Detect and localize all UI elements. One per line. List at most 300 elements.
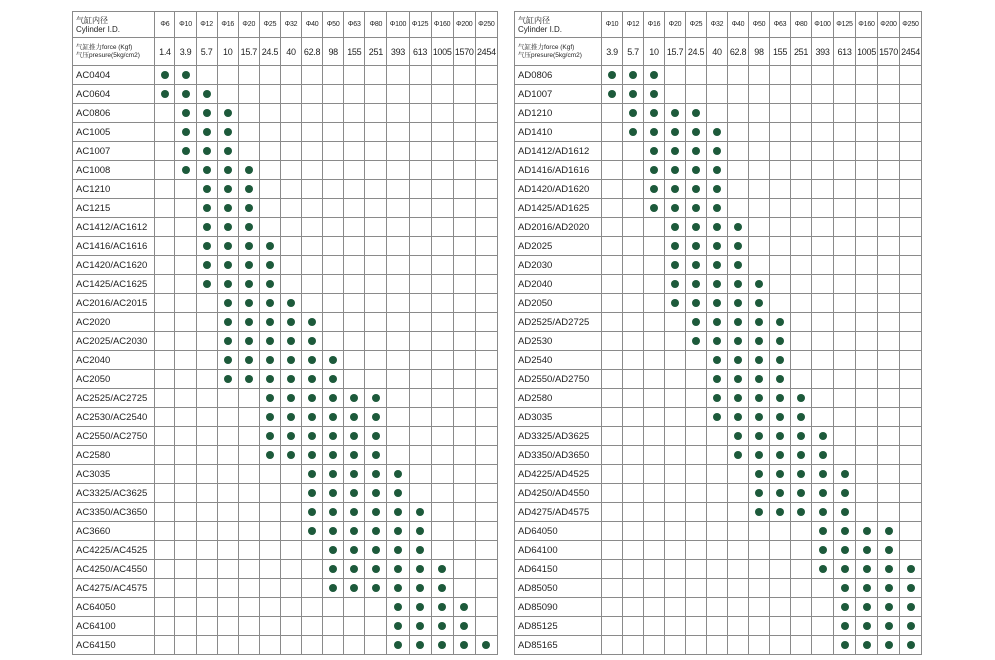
available-dot-icon: [394, 584, 402, 592]
table-row: [515, 503, 922, 522]
size-cell: [155, 389, 175, 408]
size-cell: [409, 579, 431, 598]
size-cell: [878, 503, 900, 522]
table-row: [515, 560, 922, 579]
available-dot-icon: [287, 299, 295, 307]
size-cell: [812, 541, 834, 560]
size-cell: [344, 66, 365, 85]
size-cell: [812, 332, 834, 351]
size-cell: [770, 427, 791, 446]
size-cell: [365, 332, 387, 351]
size-cell: [749, 332, 770, 351]
table-row: [73, 199, 498, 218]
size-cell: [302, 66, 323, 85]
available-dot-icon: [841, 603, 849, 611]
force-header: [515, 38, 602, 66]
size-cell: [365, 484, 387, 503]
available-dot-icon: [245, 204, 253, 212]
available-dot-icon: [224, 128, 232, 136]
size-cell: [812, 66, 834, 85]
model-name: AC2580: [73, 446, 155, 465]
model-name: AD2040: [515, 275, 602, 294]
force-label: 气缸推力force (Kgf): [518, 43, 575, 51]
available-dot-icon: [329, 565, 337, 573]
available-dot-icon: [245, 375, 253, 383]
size-cell: [431, 256, 453, 275]
size-cell: [387, 199, 409, 218]
size-cell: [175, 465, 196, 484]
available-dot-icon: [776, 489, 784, 497]
size-cell: [812, 636, 834, 655]
size-cell: [280, 218, 301, 237]
diameter-header: Φ12: [623, 12, 644, 38]
size-cell: [217, 446, 238, 465]
size-cell: [280, 180, 301, 199]
available-dot-icon: [841, 622, 849, 630]
size-cell: [686, 161, 707, 180]
size-cell: [749, 218, 770, 237]
model-name: AD2525/AD2725: [515, 313, 602, 332]
size-cell: [196, 218, 217, 237]
size-cell: [323, 256, 344, 275]
available-dot-icon: [372, 394, 380, 402]
size-cell: [878, 446, 900, 465]
model-name: AC2020: [73, 313, 155, 332]
table-row: [515, 199, 922, 218]
size-cell: [665, 522, 686, 541]
size-cell: [238, 522, 259, 541]
table-row: [73, 256, 498, 275]
size-cell: [175, 351, 196, 370]
available-dot-icon: [224, 375, 232, 383]
size-cell: [686, 294, 707, 313]
available-dot-icon: [671, 223, 679, 231]
size-cell: [749, 294, 770, 313]
size-cell: [302, 332, 323, 351]
size-cell: [387, 446, 409, 465]
size-cell: [728, 465, 749, 484]
model-name: AC1412/AC1612: [73, 218, 155, 237]
available-dot-icon: [692, 109, 700, 117]
available-dot-icon: [797, 508, 805, 516]
size-cell: [280, 598, 301, 617]
size-cell: [387, 579, 409, 598]
available-dot-icon: [797, 470, 805, 478]
size-cell: [431, 351, 453, 370]
size-cell: [686, 199, 707, 218]
size-cell: [707, 351, 728, 370]
size-cell: [387, 142, 409, 161]
size-cell: [900, 275, 922, 294]
diameter-header: Φ63: [344, 12, 365, 38]
size-cell: [475, 85, 497, 104]
size-cell: [644, 275, 665, 294]
available-dot-icon: [734, 413, 742, 421]
force-value: 1570: [453, 38, 475, 66]
size-cell: [431, 161, 453, 180]
size-cell: [217, 180, 238, 199]
size-cell: [196, 636, 217, 655]
size-cell: [323, 161, 344, 180]
size-cell: [238, 503, 259, 522]
table-row: [515, 180, 922, 199]
size-cell: [812, 560, 834, 579]
available-dot-icon: [755, 337, 763, 345]
size-cell: [644, 142, 665, 161]
size-cell: [387, 617, 409, 636]
model-name: AD2050: [515, 294, 602, 313]
size-cell: [749, 389, 770, 408]
size-cell: [770, 617, 791, 636]
size-cell: [791, 484, 812, 503]
size-cell: [791, 332, 812, 351]
diameter-header: Φ250: [900, 12, 922, 38]
size-cell: [791, 636, 812, 655]
size-cell: [280, 484, 301, 503]
size-cell: [409, 275, 431, 294]
size-cell: [238, 199, 259, 218]
size-cell: [238, 275, 259, 294]
available-dot-icon: [287, 432, 295, 440]
size-cell: [856, 598, 878, 617]
size-cell: [365, 541, 387, 560]
size-cell: [812, 465, 834, 484]
size-cell: [602, 294, 623, 313]
size-cell: [749, 123, 770, 142]
size-cell: [387, 427, 409, 446]
available-dot-icon: [671, 280, 679, 288]
size-cell: [856, 313, 878, 332]
size-cell: [344, 541, 365, 560]
size-cell: [475, 484, 497, 503]
size-cell: [791, 370, 812, 389]
size-cell: [302, 104, 323, 123]
size-cell: [475, 522, 497, 541]
size-cell: [323, 294, 344, 313]
size-cell: [387, 351, 409, 370]
size-cell: [344, 408, 365, 427]
size-cell: [431, 332, 453, 351]
available-dot-icon: [224, 185, 232, 193]
size-cell: [238, 66, 259, 85]
size-cell: [365, 560, 387, 579]
size-cell: [217, 237, 238, 256]
size-cell: [812, 294, 834, 313]
size-cell: [365, 579, 387, 598]
size-cell: [770, 351, 791, 370]
diameter-header: Φ16: [644, 12, 665, 38]
size-cell: [323, 275, 344, 294]
size-cell: [602, 617, 623, 636]
available-dot-icon: [372, 527, 380, 535]
size-cell: [749, 180, 770, 199]
force-value: 3.9: [175, 38, 196, 66]
model-name: AC4275/AC4575: [73, 579, 155, 598]
size-cell: [665, 579, 686, 598]
size-cell: [900, 541, 922, 560]
size-cell: [878, 275, 900, 294]
size-cell: [665, 218, 686, 237]
available-dot-icon: [329, 394, 337, 402]
size-cell: [707, 541, 728, 560]
size-cell: [409, 351, 431, 370]
table-row: [515, 408, 922, 427]
size-cell: [175, 275, 196, 294]
model-name: AC0806: [73, 104, 155, 123]
size-cell: [623, 294, 644, 313]
size-cell: [409, 123, 431, 142]
size-cell: [728, 579, 749, 598]
size-cell: [409, 142, 431, 161]
model-name: AD1410: [515, 123, 602, 142]
diameter-header: Φ80: [365, 12, 387, 38]
size-cell: [259, 256, 280, 275]
size-cell: [217, 465, 238, 484]
size-cell: [196, 237, 217, 256]
size-cell: [323, 237, 344, 256]
available-dot-icon: [776, 508, 784, 516]
size-cell: [749, 541, 770, 560]
table-row: [73, 598, 498, 617]
size-cell: [770, 218, 791, 237]
size-cell: [155, 636, 175, 655]
available-dot-icon: [713, 337, 721, 345]
available-dot-icon: [863, 546, 871, 554]
size-cell: [728, 313, 749, 332]
size-cell: [707, 180, 728, 199]
size-cell: [431, 541, 453, 560]
size-cell: [812, 104, 834, 123]
table-row: [73, 104, 498, 123]
size-cell: [238, 617, 259, 636]
available-dot-icon: [885, 584, 893, 592]
size-cell: [834, 104, 856, 123]
table-row: [515, 332, 922, 351]
size-cell: [665, 484, 686, 503]
size-cell: [856, 503, 878, 522]
size-cell: [344, 522, 365, 541]
available-dot-icon: [885, 603, 893, 611]
available-dot-icon: [203, 128, 211, 136]
size-cell: [770, 370, 791, 389]
available-dot-icon: [350, 508, 358, 516]
size-cell: [644, 123, 665, 142]
table-row: [515, 522, 922, 541]
size-cell: [644, 503, 665, 522]
size-cell: [686, 370, 707, 389]
available-dot-icon: [287, 337, 295, 345]
size-cell: [280, 636, 301, 655]
size-cell: [280, 199, 301, 218]
size-cell: [856, 199, 878, 218]
size-cell: [475, 256, 497, 275]
diameter-header: Φ250: [475, 12, 497, 38]
size-cell: [749, 427, 770, 446]
size-cell: [728, 218, 749, 237]
size-cell: [770, 484, 791, 503]
size-cell: [665, 237, 686, 256]
size-cell: [665, 617, 686, 636]
size-cell: [365, 351, 387, 370]
available-dot-icon: [350, 546, 358, 554]
size-cell: [387, 370, 409, 389]
size-cell: [302, 313, 323, 332]
size-cell: [791, 237, 812, 256]
size-cell: [259, 503, 280, 522]
size-cell: [856, 389, 878, 408]
size-cell: [280, 332, 301, 351]
size-cell: [791, 408, 812, 427]
size-cell: [665, 256, 686, 275]
size-cell: [475, 408, 497, 427]
size-cell: [878, 199, 900, 218]
size-cell: [665, 465, 686, 484]
force-value: 62.8: [302, 38, 323, 66]
size-cell: [707, 370, 728, 389]
available-dot-icon: [713, 204, 721, 212]
size-cell: [749, 237, 770, 256]
available-dot-icon: [841, 584, 849, 592]
size-cell: [431, 579, 453, 598]
size-cell: [791, 275, 812, 294]
size-cell: [344, 294, 365, 313]
size-cell: [175, 237, 196, 256]
size-cell: [365, 636, 387, 655]
size-cell: [856, 446, 878, 465]
model-name: AD2016/AD2020: [515, 218, 602, 237]
size-cell: [834, 275, 856, 294]
available-dot-icon: [797, 432, 805, 440]
size-cell: [196, 427, 217, 446]
size-cell: [665, 142, 686, 161]
size-cell: [259, 446, 280, 465]
size-cell: [749, 579, 770, 598]
size-cell: [387, 636, 409, 655]
available-dot-icon: [734, 432, 742, 440]
diameter-header: Φ50: [749, 12, 770, 38]
size-cell: [409, 484, 431, 503]
size-cell: [665, 123, 686, 142]
model-name: AC0604: [73, 85, 155, 104]
size-cell: [365, 313, 387, 332]
table-row: [515, 465, 922, 484]
size-cell: [409, 389, 431, 408]
size-cell: [707, 598, 728, 617]
size-cell: [387, 541, 409, 560]
size-cell: [155, 123, 175, 142]
available-dot-icon: [629, 90, 637, 98]
size-cell: [770, 522, 791, 541]
size-cell: [900, 408, 922, 427]
size-cell: [900, 85, 922, 104]
size-cell: [749, 313, 770, 332]
size-cell: [770, 598, 791, 617]
available-dot-icon: [692, 261, 700, 269]
available-dot-icon: [776, 356, 784, 364]
size-cell: [623, 560, 644, 579]
size-cell: [686, 275, 707, 294]
size-cell: [217, 275, 238, 294]
size-cell: [644, 617, 665, 636]
size-cell: [409, 199, 431, 218]
available-dot-icon: [394, 641, 402, 649]
size-cell: [387, 503, 409, 522]
force-value: 613: [834, 38, 856, 66]
size-cell: [812, 218, 834, 237]
size-cell: [834, 237, 856, 256]
available-dot-icon: [394, 622, 402, 630]
size-cell: [238, 237, 259, 256]
size-cell: [365, 617, 387, 636]
size-cell: [900, 180, 922, 199]
size-cell: [834, 408, 856, 427]
size-cell: [155, 180, 175, 199]
size-cell: [344, 503, 365, 522]
size-cell: [344, 351, 365, 370]
table-row: [73, 123, 498, 142]
available-dot-icon: [671, 147, 679, 155]
cylinder-id-en: Cylinder I.D.: [76, 24, 121, 34]
size-cell: [900, 636, 922, 655]
available-dot-icon: [203, 204, 211, 212]
size-cell: [175, 66, 196, 85]
size-cell: [749, 161, 770, 180]
size-cell: [623, 85, 644, 104]
size-cell: [602, 541, 623, 560]
table-row: [73, 351, 498, 370]
available-dot-icon: [713, 261, 721, 269]
table-row: [515, 161, 922, 180]
size-cell: [812, 85, 834, 104]
size-cell: [196, 541, 217, 560]
size-cell: [217, 66, 238, 85]
size-cell: [175, 199, 196, 218]
size-cell: [856, 180, 878, 199]
available-dot-icon: [734, 375, 742, 383]
size-cell: [602, 142, 623, 161]
available-dot-icon: [755, 432, 763, 440]
size-cell: [453, 560, 475, 579]
size-cell: [665, 598, 686, 617]
diameter-header: Φ160: [431, 12, 453, 38]
size-cell: [878, 256, 900, 275]
available-dot-icon: [755, 489, 763, 497]
size-cell: [878, 85, 900, 104]
size-cell: [644, 332, 665, 351]
available-dot-icon: [692, 128, 700, 136]
size-cell: [686, 104, 707, 123]
available-dot-icon: [755, 356, 763, 364]
available-dot-icon: [692, 166, 700, 174]
size-cell: [196, 351, 217, 370]
available-dot-icon: [841, 641, 849, 649]
size-cell: [431, 446, 453, 465]
size-cell: [175, 218, 196, 237]
size-cell: [259, 142, 280, 161]
available-dot-icon: [203, 242, 211, 250]
size-cell: [217, 484, 238, 503]
size-cell: [686, 180, 707, 199]
table-row: [515, 598, 922, 617]
size-cell: [878, 66, 900, 85]
size-cell: [770, 313, 791, 332]
size-cell: [728, 294, 749, 313]
available-dot-icon: [266, 413, 274, 421]
size-cell: [878, 598, 900, 617]
size-cell: [728, 351, 749, 370]
table-row: [73, 579, 498, 598]
size-cell: [323, 465, 344, 484]
